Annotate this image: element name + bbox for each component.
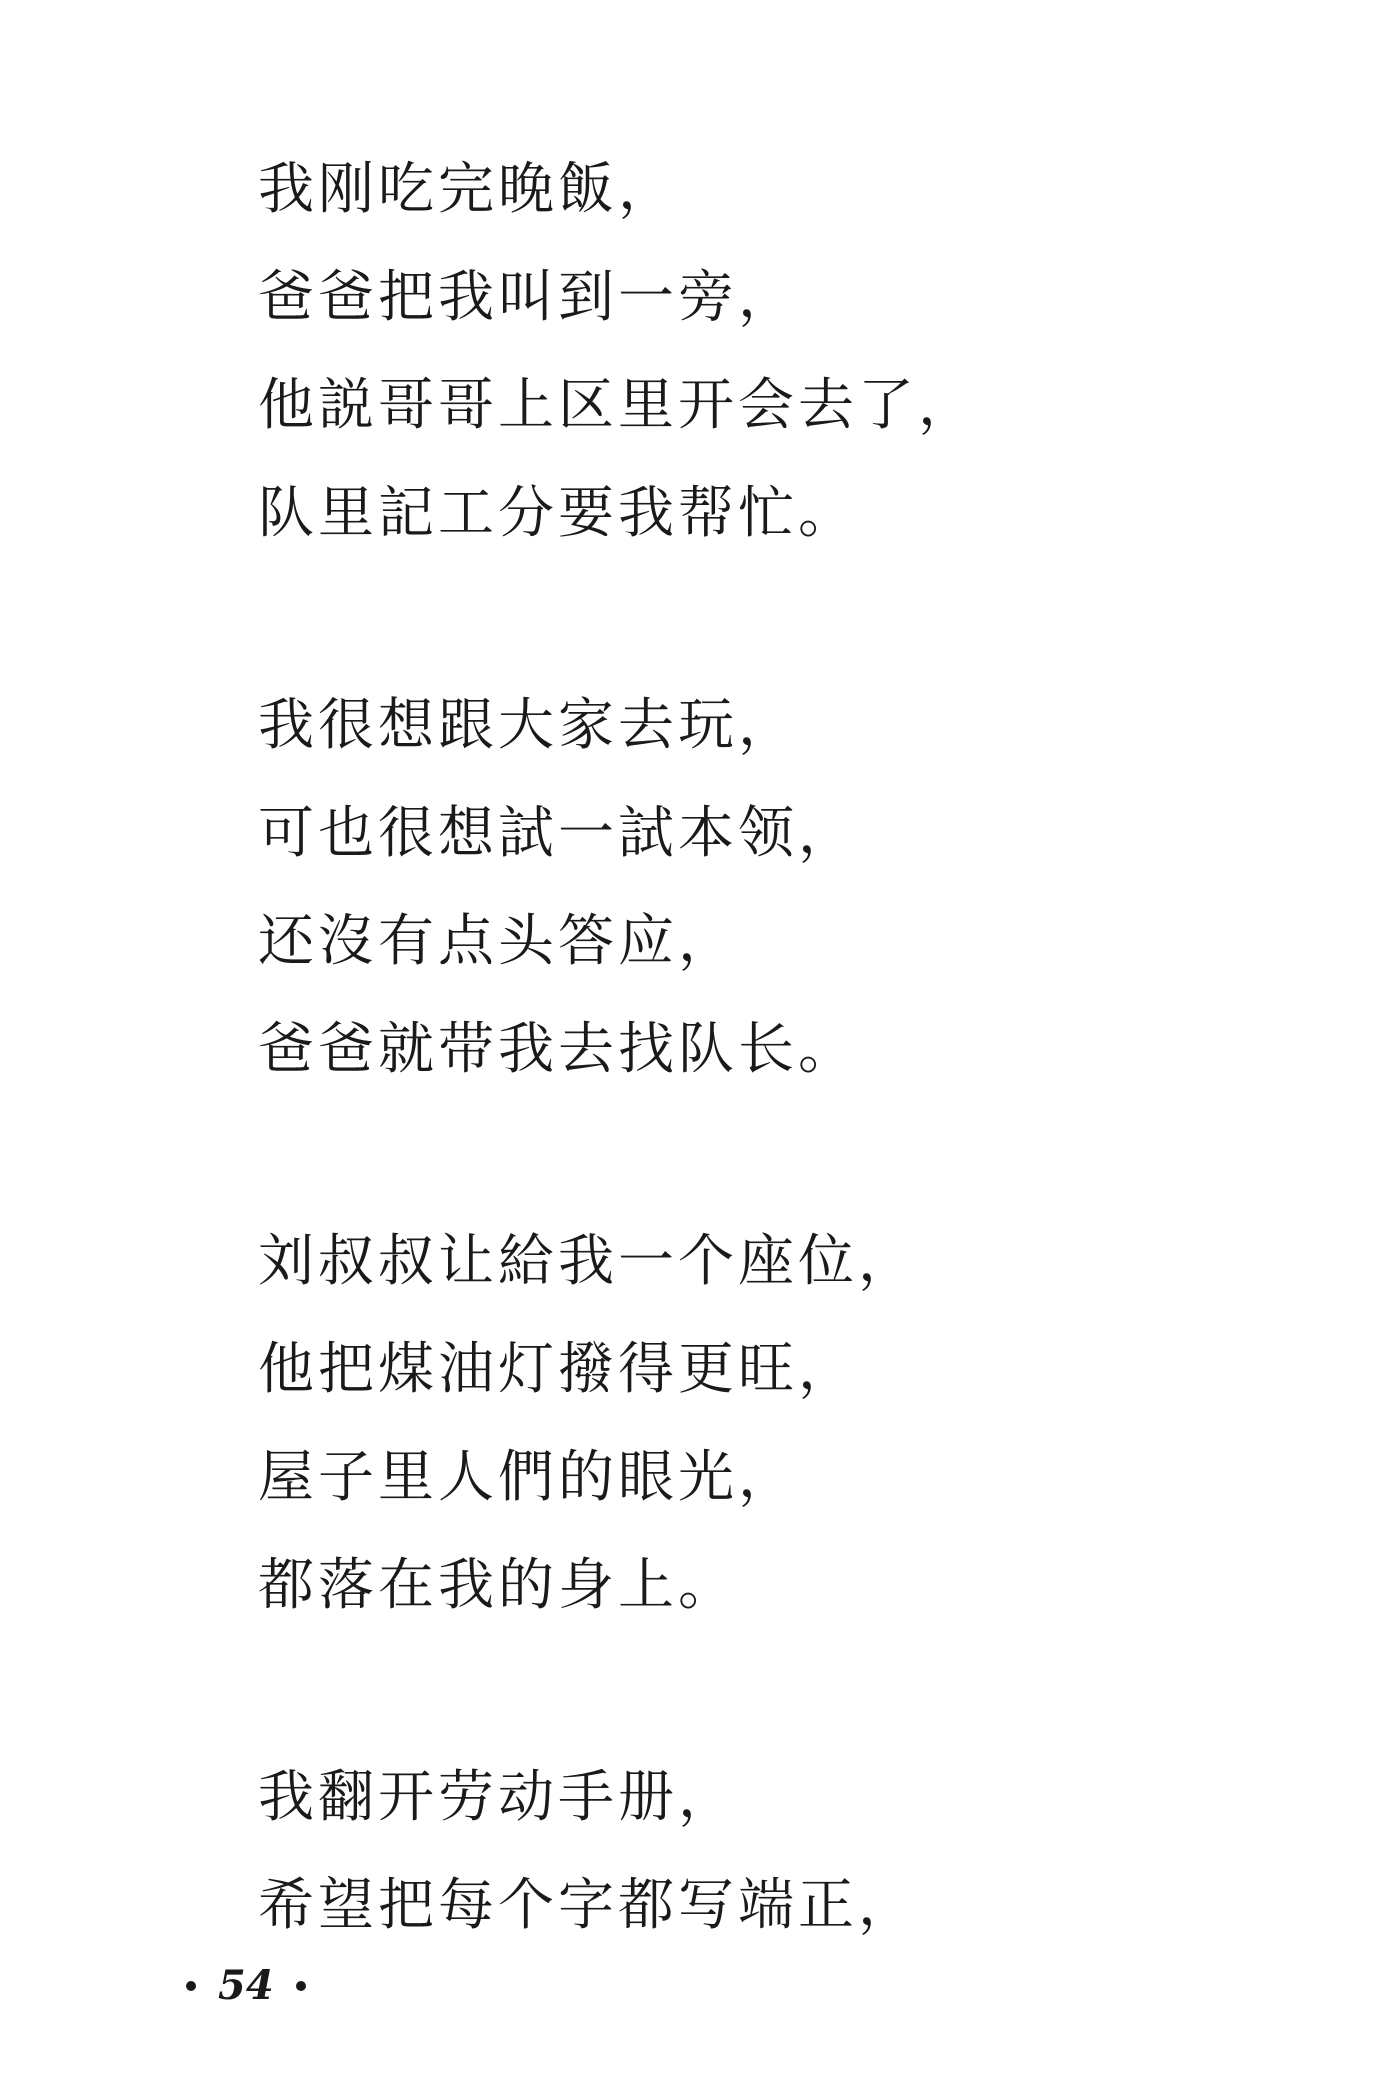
poem-line: 可也很想試一試本领， bbox=[258, 801, 858, 866]
poem-stanza-4 bbox=[258, 1744, 918, 1960]
poem-line: 队里記工分要我帮忙。 bbox=[258, 481, 858, 546]
page-number: 54 bbox=[218, 1962, 274, 2009]
poem-line: 还沒有点头答应， bbox=[258, 909, 738, 974]
poem-line: 爸爸就带我去找队长。 bbox=[258, 1017, 858, 1082]
poem-line: 屋子里人們的眼光， bbox=[258, 1445, 798, 1510]
poem-line: 我翻开劳动手册， bbox=[258, 1765, 738, 1830]
poem-line: 他説哥哥上区里开会去了， bbox=[258, 373, 978, 438]
poem-line: 我很想跟大家去玩， bbox=[258, 693, 798, 758]
poem-stanza-1 bbox=[258, 136, 978, 568]
poem-line: 刘叔叔让給我一个座位， bbox=[258, 1229, 918, 1294]
poem-line: 都落在我的身上。 bbox=[258, 1553, 738, 1618]
page-footer bbox=[186, 1962, 306, 2009]
poem-line: 我刚吃完晚飯， bbox=[258, 157, 678, 222]
bullet-dot-icon bbox=[296, 1981, 306, 1991]
poem-stanza-3 bbox=[258, 1208, 918, 1640]
poem-line: 爸爸把我叫到一旁， bbox=[258, 265, 798, 330]
poem-stanza-2 bbox=[258, 672, 858, 1104]
poem-line: 他把煤油灯撥得更旺， bbox=[258, 1337, 858, 1402]
poem-line: 希望把每个字都写端正， bbox=[258, 1873, 918, 1938]
bullet-dot-icon bbox=[186, 1981, 196, 1991]
